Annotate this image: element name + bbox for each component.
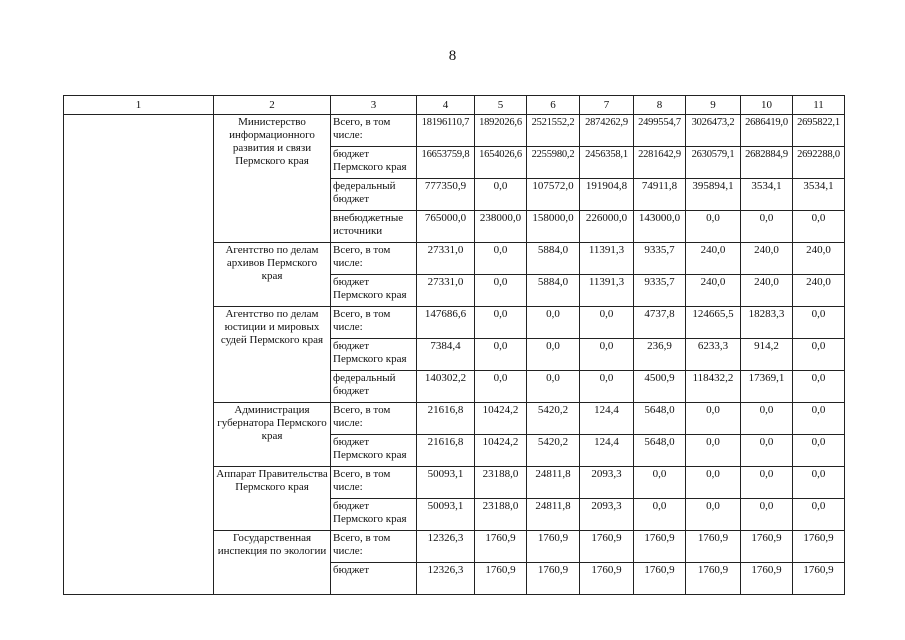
- value-cell-col-9: 3026473,2: [686, 115, 741, 147]
- value-cell-col-9: 240,0: [686, 275, 741, 307]
- value-cell-col-10: 18283,3: [741, 307, 793, 339]
- funding-source-cell: Всего, в том числе:: [331, 467, 417, 499]
- value-cell-col-9: 240,0: [686, 243, 741, 275]
- value-cell-col-11: 1760,9: [793, 531, 845, 563]
- value-cell-col-7: 11391,3: [580, 275, 634, 307]
- value-cell-col-6: 1760,9: [527, 563, 580, 595]
- page-number: 8: [448, 48, 457, 64]
- agency-name-cell: Администрация губернатора Пермского края: [214, 403, 331, 467]
- funding-source-cell: бюджет Пермского края: [331, 275, 417, 307]
- value-cell-col-9: 2630579,1: [686, 147, 741, 179]
- value-cell-col-6: 5420,2: [527, 403, 580, 435]
- value-cell-col-6: 107572,0: [527, 179, 580, 211]
- value-cell-col-4: 147686,6: [417, 307, 475, 339]
- column-header-2: 2: [214, 96, 331, 115]
- value-cell-col-7: 124,4: [580, 403, 634, 435]
- column-header-4: 4: [417, 96, 475, 115]
- column-1-empty-cell: [64, 115, 214, 595]
- value-cell-col-8: 2499554,7: [634, 115, 686, 147]
- value-cell-col-6: 5420,2: [527, 435, 580, 467]
- value-cell-col-5: 238000,0: [475, 211, 527, 243]
- value-cell-col-6: 0,0: [527, 371, 580, 403]
- value-cell-col-8: 5648,0: [634, 435, 686, 467]
- value-cell-col-8: 5648,0: [634, 403, 686, 435]
- value-cell-col-8: 0,0: [634, 467, 686, 499]
- funding-source-cell: Всего, в том числе:: [331, 531, 417, 563]
- agency-name-cell: Государственная инспекция по экологии: [214, 531, 331, 595]
- value-cell-col-9: 0,0: [686, 499, 741, 531]
- value-cell-col-4: 18196110,7: [417, 115, 475, 147]
- value-cell-col-6: 2521552,2: [527, 115, 580, 147]
- funding-source-cell: бюджет Пермского края: [331, 435, 417, 467]
- value-cell-col-10: 240,0: [741, 243, 793, 275]
- value-cell-col-5: 1892026,6: [475, 115, 527, 147]
- value-cell-col-11: 0,0: [793, 467, 845, 499]
- value-cell-col-11: 240,0: [793, 243, 845, 275]
- value-cell-col-9: 1760,9: [686, 563, 741, 595]
- column-header-8: 8: [634, 96, 686, 115]
- value-cell-col-4: 16653759,8: [417, 147, 475, 179]
- value-cell-col-8: 0,0: [634, 499, 686, 531]
- value-cell-col-10: 17369,1: [741, 371, 793, 403]
- value-cell-col-10: 0,0: [741, 467, 793, 499]
- table-body: [64, 115, 845, 595]
- value-cell-col-7: 11391,3: [580, 243, 634, 275]
- column-header-6: 6: [527, 96, 580, 115]
- value-cell-col-4: 50093,1: [417, 467, 475, 499]
- value-cell-col-8: 1760,9: [634, 531, 686, 563]
- value-cell-col-4: 140302,2: [417, 371, 475, 403]
- value-cell-col-9: 1760,9: [686, 531, 741, 563]
- value-cell-col-11: 0,0: [793, 499, 845, 531]
- value-cell-col-10: 2682884,9: [741, 147, 793, 179]
- value-cell-col-5: 0,0: [475, 243, 527, 275]
- value-cell-col-9: 0,0: [686, 403, 741, 435]
- value-cell-col-6: 2255980,2: [527, 147, 580, 179]
- value-cell-col-4: 777350,9: [417, 179, 475, 211]
- funding-source-cell: Всего, в том числе:: [331, 115, 417, 147]
- agency-name-cell: Агентство по делам архивов Пермского края: [214, 243, 331, 307]
- column-header-3: 3: [331, 96, 417, 115]
- value-cell-col-7: 0,0: [580, 339, 634, 371]
- value-cell-col-4: 27331,0: [417, 243, 475, 275]
- value-cell-col-5: 23188,0: [475, 499, 527, 531]
- value-cell-col-9: 0,0: [686, 435, 741, 467]
- funding-source-cell: бюджет Пермского края: [331, 147, 417, 179]
- value-cell-col-4: 12326,3: [417, 563, 475, 595]
- agency-name-cell: Агентство по делам юстиции и мировых судей Пермского края: [214, 307, 331, 403]
- value-cell-col-7: 191904,8: [580, 179, 634, 211]
- value-cell-col-10: 1760,9: [741, 563, 793, 595]
- value-cell-col-7: 0,0: [580, 371, 634, 403]
- value-cell-col-10: 0,0: [741, 435, 793, 467]
- column-header-5: 5: [475, 96, 527, 115]
- value-cell-col-10: 0,0: [741, 211, 793, 243]
- funding-source-cell: бюджет Пермского края: [331, 339, 417, 371]
- column-header-7: 7: [580, 96, 634, 115]
- value-cell-col-5: 0,0: [475, 307, 527, 339]
- column-header-10: 10: [741, 96, 793, 115]
- value-cell-col-10: 1760,9: [741, 531, 793, 563]
- value-cell-col-7: 1760,9: [580, 563, 634, 595]
- value-cell-col-8: 74911,8: [634, 179, 686, 211]
- value-cell-col-5: 0,0: [475, 339, 527, 371]
- value-cell-col-4: 21616,8: [417, 403, 475, 435]
- value-cell-col-8: 9335,7: [634, 275, 686, 307]
- value-cell-col-7: 0,0: [580, 307, 634, 339]
- funding-source-cell: бюджет: [331, 563, 417, 595]
- value-cell-col-4: 765000,0: [417, 211, 475, 243]
- funding-source-cell: Всего, в том числе:: [331, 403, 417, 435]
- value-cell-col-5: 1760,9: [475, 531, 527, 563]
- value-cell-col-5: 1760,9: [475, 563, 527, 595]
- value-cell-col-6: 5884,0: [527, 275, 580, 307]
- value-cell-col-6: 5884,0: [527, 243, 580, 275]
- funding-source-cell: Всего, в том числе:: [331, 243, 417, 275]
- value-cell-col-9: 118432,2: [686, 371, 741, 403]
- value-cell-col-6: 1760,9: [527, 531, 580, 563]
- value-cell-col-8: 236,9: [634, 339, 686, 371]
- value-cell-col-10: 0,0: [741, 499, 793, 531]
- value-cell-col-8: 4500,9: [634, 371, 686, 403]
- value-cell-col-4: 50093,1: [417, 499, 475, 531]
- value-cell-col-7: 2456358,1: [580, 147, 634, 179]
- value-cell-col-7: 124,4: [580, 435, 634, 467]
- value-cell-col-11: 0,0: [793, 403, 845, 435]
- value-cell-col-11: 240,0: [793, 275, 845, 307]
- value-cell-col-7: 2874262,9: [580, 115, 634, 147]
- value-cell-col-8: 4737,8: [634, 307, 686, 339]
- value-cell-col-6: 158000,0: [527, 211, 580, 243]
- value-cell-col-6: 0,0: [527, 339, 580, 371]
- value-cell-col-7: 2093,3: [580, 499, 634, 531]
- value-cell-col-5: 0,0: [475, 275, 527, 307]
- value-cell-col-9: 395894,1: [686, 179, 741, 211]
- agency-name-cell: Аппарат Правительства Пермского края: [214, 467, 331, 531]
- value-cell-col-11: 0,0: [793, 307, 845, 339]
- budget-table: [63, 95, 845, 595]
- value-cell-col-6: 24811,8: [527, 467, 580, 499]
- column-header-1: 1: [64, 96, 214, 115]
- column-header-11: 11: [793, 96, 845, 115]
- value-cell-col-10: 3534,1: [741, 179, 793, 211]
- value-cell-col-11: 0,0: [793, 339, 845, 371]
- value-cell-col-6: 0,0: [527, 307, 580, 339]
- value-cell-col-9: 0,0: [686, 211, 741, 243]
- value-cell-col-11: 1760,9: [793, 563, 845, 595]
- value-cell-col-8: 2281642,9: [634, 147, 686, 179]
- table-row: [64, 115, 845, 147]
- value-cell-col-10: 914,2: [741, 339, 793, 371]
- funding-source-cell: федеральный бюджет: [331, 179, 417, 211]
- value-cell-col-11: 0,0: [793, 211, 845, 243]
- value-cell-col-8: 1760,9: [634, 563, 686, 595]
- value-cell-col-9: 124665,5: [686, 307, 741, 339]
- value-cell-col-9: 6233,3: [686, 339, 741, 371]
- funding-source-cell: Всего, в том числе:: [331, 307, 417, 339]
- value-cell-col-5: 10424,2: [475, 435, 527, 467]
- value-cell-col-11: 0,0: [793, 371, 845, 403]
- value-cell-col-4: 21616,8: [417, 435, 475, 467]
- funding-source-cell: федеральный бюджет: [331, 371, 417, 403]
- value-cell-col-5: 0,0: [475, 371, 527, 403]
- value-cell-col-5: 10424,2: [475, 403, 527, 435]
- value-cell-col-7: 1760,9: [580, 531, 634, 563]
- value-cell-col-8: 9335,7: [634, 243, 686, 275]
- value-cell-col-11: 0,0: [793, 435, 845, 467]
- value-cell-col-5: 23188,0: [475, 467, 527, 499]
- value-cell-col-5: 1654026,6: [475, 147, 527, 179]
- value-cell-col-7: 226000,0: [580, 211, 634, 243]
- value-cell-col-8: 143000,0: [634, 211, 686, 243]
- value-cell-col-4: 7384,4: [417, 339, 475, 371]
- value-cell-col-5: 0,0: [475, 179, 527, 211]
- value-cell-col-11: 2695822,1: [793, 115, 845, 147]
- value-cell-col-9: 0,0: [686, 467, 741, 499]
- value-cell-col-6: 24811,8: [527, 499, 580, 531]
- value-cell-col-4: 27331,0: [417, 275, 475, 307]
- value-cell-col-10: 2686419,0: [741, 115, 793, 147]
- funding-source-cell: бюджет Пермского края: [331, 499, 417, 531]
- value-cell-col-7: 2093,3: [580, 467, 634, 499]
- value-cell-col-10: 240,0: [741, 275, 793, 307]
- column-number-row: [64, 96, 845, 115]
- agency-name-cell: Министерство информационного развития и связи Пермского края: [214, 115, 331, 243]
- funding-source-cell: внебюджетные источники: [331, 211, 417, 243]
- value-cell-col-11: 3534,1: [793, 179, 845, 211]
- value-cell-col-11: 2692288,0: [793, 147, 845, 179]
- value-cell-col-4: 12326,3: [417, 531, 475, 563]
- column-header-9: 9: [686, 96, 741, 115]
- value-cell-col-10: 0,0: [741, 403, 793, 435]
